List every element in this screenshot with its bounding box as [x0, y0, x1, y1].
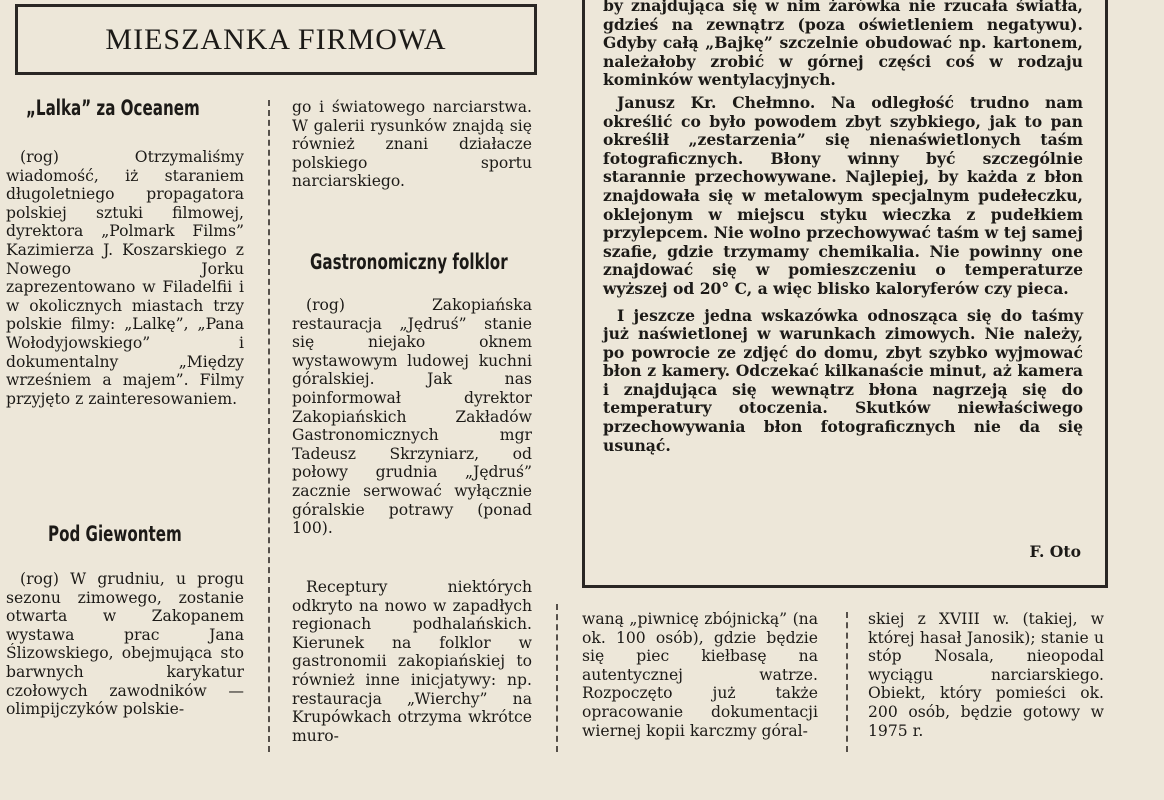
article-body-folklor-4: skiej z XVIII w. (takiej, w której hasał Janosik); stanie u stóp Nosala, nieopodal wyciągu narciarskiego. Obiekt, który pomieści ok. 200 osób, będzie gotowy w 1975 r.	[868, 610, 1104, 740]
letter-reply-2-text: Na odległość trudno nam określić co było powodem zbyt szybkiego, jak to pan określił „zestarzenia” się nienaświetlonych taśm fotograficznych. Błony winny być szczególnie starannie przechowywane. Najlepiej, by każda z błon znajdowała się w metalowym specjalnym pudełeczku, oklejonym w miejscu styku wieczka z pudełkiem przylepcem. Nie wolno przechowywać taśm w tej samej szafie, gdzie trzymamy chemikalia. Nie powinny one znajdować się w pomieszczeniu o temperaturze wyższej od 20° C, a więc blisko kaloryferów czy pieca.	[603, 92, 1083, 298]
article-heading-giewont: Pod Giewontem	[48, 522, 182, 546]
article-body-giewont-continued: go i światowego narciarstwa. W galerii rysunków znajdą się również znani działacze polskiego sportu narciarskiego.	[292, 98, 532, 191]
article-body-lalka: (rog) Otrzymaliśmy wiadomość, iż staraniem długoletniego propagatora polskiej sztuki filmowej, dyrektora „Polmark Films” Kazimierza J. Koszarskiego z Nowego Jorku zaprezentowano w Filadelfii i w okolicznych miastach trzy polskie filmy: „Lalkę”, „Pana Wołodyjowskiego” i dokumentalny „Między wrześniem a majem”. Filmy przyjęto z zainteresowaniem.	[6, 148, 244, 408]
letters-content	[603, 0, 1083, 455]
letter-reply-3: I jeszcze jedna wskazówka odnosząca się do taśmy już naświetlonej w warunkach zimowych. Nie należy, po powrocie ze zdjęć do domu, zbyt szybko wyjmować błon z kamery. Odczekać kilkanaście minut, aż kamera i znajdująca się wewnątrz błona nagrzeją się do temperatury otoczenia. Skutków niewłaściwego przechowywania błon fotograficznych nie da się usunąć.	[603, 305, 1083, 455]
article-body-giewont: (rog) W grudniu, u progu sezonu zimowego, zostanie otwarta w Zakopanem wystawa prac Jana Ślizowskiego, obejmująca sto barwnych karykatur czołowych zawodników — olimpijczyków polskie-	[6, 570, 244, 719]
article-heading-folklor: Gastronomiczny folklor	[310, 250, 508, 274]
section-title: MIESZANKA FIRMOWA	[105, 22, 447, 56]
signature: F. Oto	[1029, 542, 1081, 561]
article-heading-lalka: „Lalka” za Oceanem	[26, 96, 200, 120]
letter-author: Janusz Kr. Chełmno.	[617, 92, 816, 112]
letters-box	[582, 0, 1108, 588]
article-body-folklor-3: waną „piwnicę zbójnicką” (na ok. 100 osób), gdzie będzie się piec kiełbasę na autentycznej watrze. Rozpoczęto już także opracowanie dokumentacji wiernej kopii karczmy góral-	[582, 610, 818, 740]
article-body-folklor: (rog) Zakopiańska restauracja „Jędruś” stanie się niejako oknem wystawowym ludowej kuchni góralskiej. Jak nas poinformował dyrektor Zakopiańskich Zakładów Gastronomicznych mgr Tadeusz Skrzyniarz, od połowy grudnia „Jędruś” zacznie serwować wyłącznie góralskie potrawy (ponad 100).	[292, 296, 532, 538]
letter-reply-1: by znajdująca się w nim żarówka nie rzucała światła, gdzieś na zewnątrz (poza oświetleniem negatywu). Gdyby całą „Bajkę” szczelnie obudować np. kartonem, należałoby zrobić w górnej części coś w rodzaju kominków wentylacyjnych.	[603, 0, 1083, 90]
article-body-folklor-2: Receptury niektórych odkryto na nowo w zapadłych regionach podhalańskich. Kierunek na folklor w gastronomii zakopiańskiej to również inne inicjatywy: np. restauracja „Wierchy” na Krupówkach otrzyma wkrótce muro-	[292, 578, 532, 745]
column-divider	[556, 604, 558, 752]
column-divider	[846, 612, 848, 752]
letter-reply-2	[603, 94, 1083, 299]
column-divider	[268, 100, 270, 752]
section-title-box	[15, 4, 537, 75]
